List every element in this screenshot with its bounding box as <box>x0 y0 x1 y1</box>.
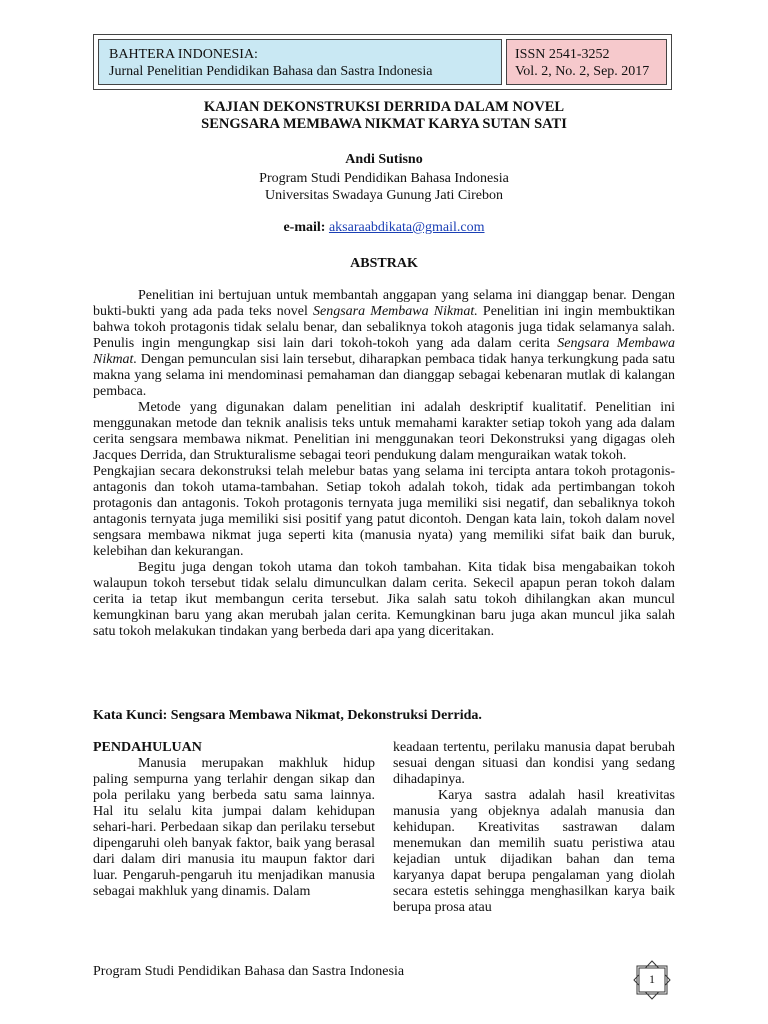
journal-name: BAHTERA INDONESIA: <box>109 47 258 62</box>
intro-right-paragraph-2: Karya sastra adalah hasil kreativitas manusia yang objeknya adalah manusia dan kehidupan. Kreativitas sastrawan dalam menemukan dan memilih suatu peristiwa atau kejadian untuk dijadikan bahan dan tema karyanya dapat berupa pengalaman yang diolah secara estetis sehingga menghasilkan karya baik berupa prosa atau <box>393 788 675 915</box>
page-number-badge <box>630 960 674 1000</box>
title-line-2: SENGSARA MEMBAWA NIKMAT KARYA SUTAN SATI <box>201 116 567 132</box>
abstract-body <box>93 288 675 640</box>
journal-header <box>93 34 672 90</box>
abstract-heading: ABSTRAK <box>350 256 418 271</box>
author-name: Andi Sutisno <box>345 152 423 167</box>
affiliation-line-1: Program Studi Pendidikan Bahasa Indonesia <box>259 171 509 186</box>
keywords: Kata Kunci: Sengsara Membawa Nikmat, Dekonstruksi Derrida. <box>93 708 482 723</box>
email-link[interactable]: aksaraabdikata@gmail.com <box>328 220 485 235</box>
intro-right-paragraph-1: keadaan tertentu, perilaku manusia dapat berubah sesuai dengan situasi dan kondisi yang sedang dihadapinya. <box>393 740 675 787</box>
abstract-paragraph-4: Begitu juga dengan tokoh utama dan tokoh tambahan. Kita tidak bisa mengabaikan tokoh walaupun tokoh tersebut tidak selalu dimunculkan dalam cerita. Sekecil apapun peran tokoh dalam cerita ia tetap ikut membangun cerita tersebut. Jika salah satu tokoh dihilangkan akan muncul kemungkinan baru yang akan merubah jalan cerita. Kemungkinan baru juga akan muncul jika salah satu tokoh melakukan tindakan yang berbeda dari apa yang diceritakan. <box>93 560 675 639</box>
abstract-paragraph-2: Metode yang digunakan dalam penelitian ini adalah deskriptif kualitatif. Penelitian ini menggunakan metode dan teknik analisis teks untuk memahami karakter setiap tokoh yang ada dalam cerita sengsara membawa nikmat. Penelitian ini menggunakan teori Dekonstruksi yang digagas oleh Jacques Derrida, dan Strukturalisme sebagai teori pendukung dalam menguraikan watak tokoh. <box>93 400 675 463</box>
issn-box <box>506 39 667 85</box>
abstract-p1-text-c: Dengan pemunculan sisi lain tersebut, diharapkan pembaca tidak hanya terkungkung pada satu makna yang selama ini mendominasi pemahaman dan dianggap sebagai kebenaran mutlak di kalangan pembaca. <box>93 352 675 399</box>
title-line-1: KAJIAN DEKONSTRUKSI DERRIDA DALAM NOVEL <box>203 99 565 115</box>
abstract-paragraph-3: Pengkajian secara dekonstruksi telah melebur batas yang selama ini tercipta antara tokoh protagonis-antagonis dan tokoh utama-tambahan. Setiap tokoh adalah tokoh, tidak ada pertimbangan tokoh protagonis dan antagonis. Tokoh protagonis ternyata juga memiliki sisi negatif, dan sebaliknya tokoh antagonis ternyata juga memiliki sisi positif yang patut dicontoh. Dengan kata lain, tokoh dalam novel sengsara membawa nikmat juga seperti kita (manusia nyata) yang memiliki sifat baik dan buruk, kelebihan dan kekurangan. <box>93 464 675 559</box>
intro-heading: PENDAHULUAN <box>93 740 202 755</box>
volume-info: Vol. 2, No. 2, Sep. 2017 <box>515 64 650 79</box>
abstract-paragraph-1 <box>93 288 675 400</box>
intro-left-column <box>93 740 375 900</box>
abstract-p1-text-a: Penelitian ini bertujuan untuk membantah anggapan yang selama ini dianggap benar. Dengan bukti-bukti yang ada pada teks novel <box>93 288 675 319</box>
page-number: 1 <box>649 972 655 986</box>
page-footer: Program Studi Pendidikan Bahasa dan Sastra Indonesia <box>93 964 405 979</box>
article-title <box>93 99 675 133</box>
journal-subtitle: Jurnal Penelitian Pendidikan Bahasa dan Sastra Indonesia <box>109 64 433 79</box>
abstract-p1-italic-2: Sengsara Membawa Nikmat. <box>93 336 676 367</box>
affiliation <box>93 170 675 204</box>
intro-right-column <box>393 740 675 916</box>
email-label: e-mail: <box>283 220 326 235</box>
abstract-p1-text-b: Penelitian ini ingin membuktikan bahwa tokoh protagonis tidak selalu benar, dan sebaliknya tokoh atagonis juga tidak selamanya salah. Penulis ingin mengungkap sisi lain dari tokoh-tokoh yang ada dalam cerita <box>93 304 675 351</box>
affiliation-line-2: Universitas Swadaya Gunung Jati Cirebon <box>265 188 503 203</box>
journal-title-box <box>98 39 502 85</box>
intro-left-paragraph: Manusia merupakan makhluk hidup paling sempurna yang terlahir dengan sikap dan pola perilaku yang berbeda satu sama lainnya. Hal itu selalu kita jumpai dalam kehidupan sehari-hari. Perbedaan sikap dan perilaku tersebut dipengaruhi oleh banyak faktor, baik yang berasal dari dalam diri manusia itu maupun faktor dari luar. Pengaruh-pengaruh itu menjadikan manusia sebagai makhluk yang dinamis. Dalam <box>93 756 375 899</box>
email-line <box>93 220 675 236</box>
issn: ISSN 2541-3252 <box>515 47 610 62</box>
abstract-p1-italic-1: Sengsara Membawa Nikmat. <box>313 304 478 319</box>
